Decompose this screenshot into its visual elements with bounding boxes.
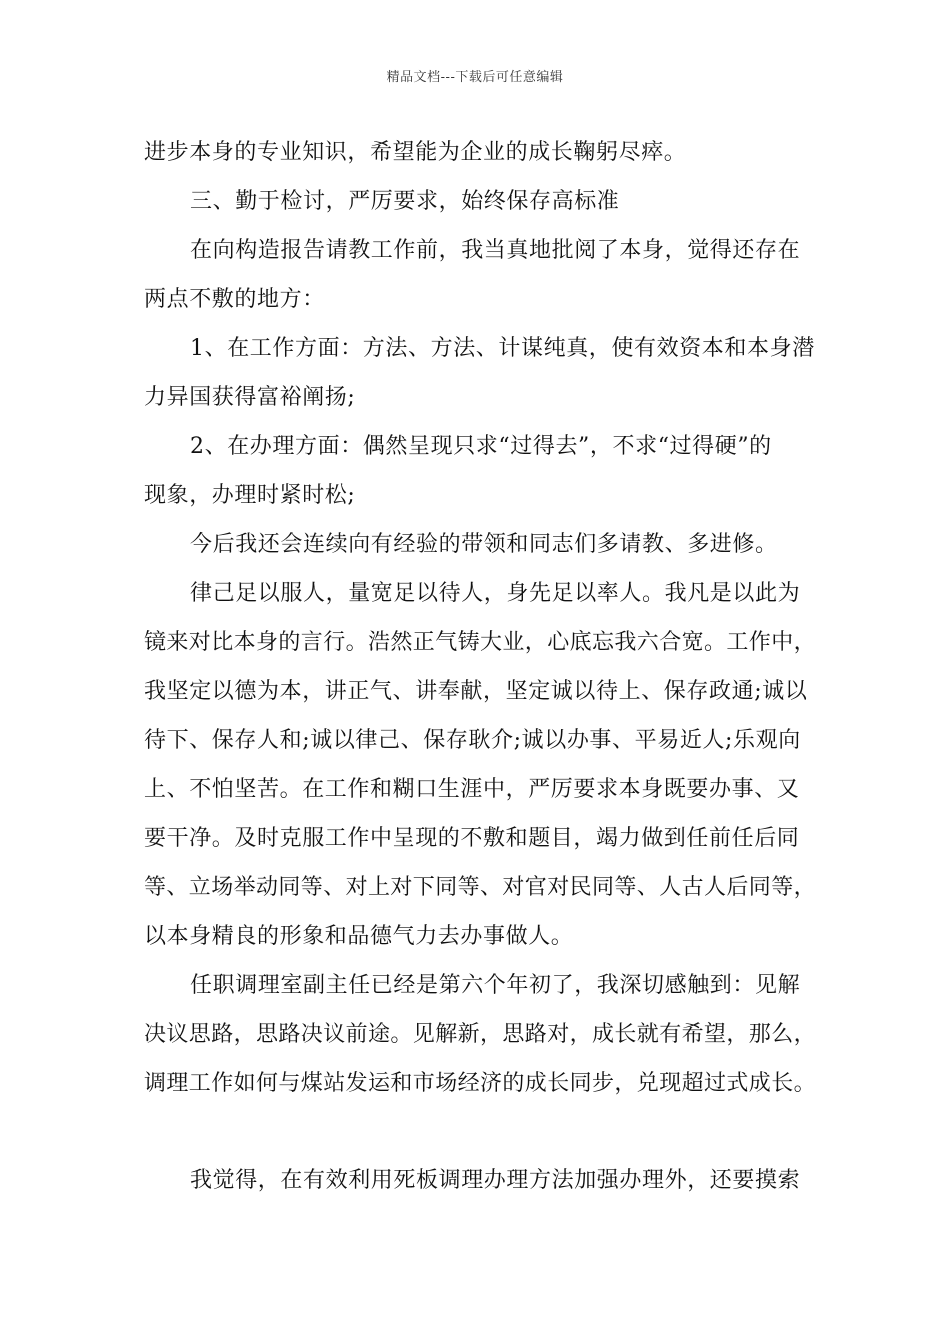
text-line: 等、立场举动同等、对上对下同等、对官对民同等、人古人后同等， (144, 875, 817, 900)
text-line: 我坚定以德为本，讲正气、讲奉献，坚定诚以待上、保存政通;诚以 (144, 679, 808, 704)
paragraph (144, 128, 816, 177)
text-line: 要干净。及时克服工作中呈现的不敷和题目，竭力做到任前任后同 (144, 826, 800, 851)
section-heading (144, 177, 816, 226)
text-line: 调理工作如何与煤站发运和市场经济的成长同步，兑现超过式成长。 (144, 1071, 817, 1096)
text-line: 进步本身的专业知识，希望能为企业的成长鞠躬尽瘁。 (144, 140, 687, 165)
paragraph (144, 961, 816, 1108)
list-item (144, 422, 816, 520)
text-line: 任职调理室副主任已经是第六个年初了，我深切感触到：见解 (190, 973, 801, 998)
text-line: 我觉得，在有效利用死板调理办理方法加强办理外，还要摸索 (190, 1168, 801, 1193)
text-line: 待下、保存人和;诚以律己、保存耿介;诚以办事、平易近人;乐观向 (144, 728, 801, 753)
text-line: 镜来对比本身的言行。浩然正气铸大业，心底忘我六合宽。工作中， (144, 630, 817, 655)
text-line: 1、在工作方面：方法、方法、计谋纯真，使有效资本和本身潜 (190, 336, 815, 361)
text-line: 以本身精良的形象和品德气力去办事做人。 (144, 924, 574, 949)
text-line: 三、勤于检讨，严厉要求，始终保存高标准 (190, 189, 620, 214)
paragraph (144, 226, 816, 324)
text-line: 2、在办理方面：偶然呈现只求“过得去”，不求“过得硬”的 (190, 434, 772, 459)
list-item (144, 324, 816, 422)
paragraph (144, 1156, 816, 1205)
text-line: 决议思路，思路决议前途。见解新，思路对，成长就有希望，那么， (144, 1022, 817, 1047)
paragraph (144, 569, 816, 961)
page-header: 精品文档---下载后可任意编辑 (386, 70, 564, 85)
text-line: 现象，办理时紧时松; (144, 483, 356, 508)
document-body (144, 128, 816, 1205)
text-line: 在向构造报告请教工作前，我当真地批阅了本身，觉得还存在 (190, 238, 801, 263)
text-line: 律己足以服人，量宽足以待人，身先足以率人。我凡是以此为 (190, 581, 801, 606)
text-line: 力异国获得富裕阐扬; (144, 385, 356, 410)
text-line: 上、不怕坚苦。在工作和糊口生涯中，严厉要求本身既要办事、又 (144, 777, 800, 802)
paragraph (144, 520, 816, 569)
text-line: 今后我还会连续向有经验的带领和同志们多请教、多进修。 (190, 532, 778, 557)
text-line: 两点不敷的地方： (144, 287, 325, 312)
